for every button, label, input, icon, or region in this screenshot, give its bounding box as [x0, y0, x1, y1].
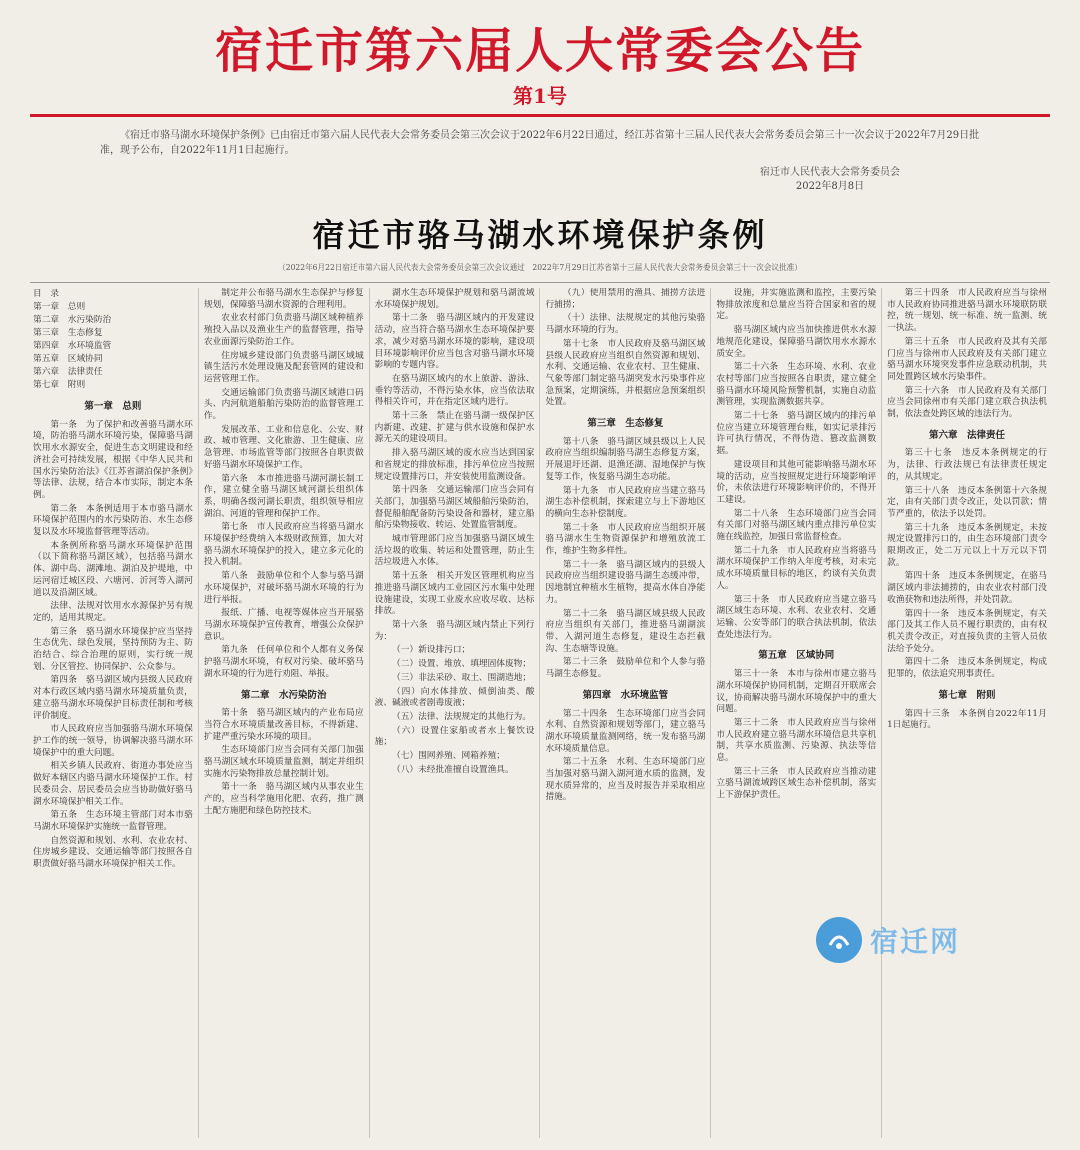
table-of-contents — [33, 288, 193, 392]
article-paragraph: 第十六条 骆马湖区域内禁止下列行为： — [374, 619, 535, 642]
chapter-heading: 第六章 法律责任 — [929, 429, 1006, 441]
article-paragraph: 第二十三条 鼓励单位和个人参与骆马湖生态修复。 — [545, 657, 706, 680]
article-paragraph: 第二十一条 骆马湖区域内的县级人民政府应当组织建设骆马湖生态缓冲带，因地制宜种植水生植物，提高水体自净能力。 — [545, 559, 706, 605]
regulation-title: 宿迁市骆马湖水环境保护条例 — [312, 216, 768, 254]
article-paragraph: （一）新设排污口； — [392, 645, 471, 656]
chapter-heading: 第二章 水污染防治 — [240, 689, 327, 701]
article-paragraph: 第十七条 市人民政府及骆马湖区域县级人民政府应当组织自然资源和规划、水利、交通运输、农业农村、卫生健康、气象等部门制定骆马湖突发水污染事件应急预案，定期演练，并根据应急预案组织处置。 — [545, 338, 706, 408]
article-paragraph: 第四十条 违反本条例规定，在骆马湖区域内非法捕捞的，由农业农村部门没收渔获物和违法所得，并处罚款。 — [887, 571, 1047, 605]
article-paragraph: 第六条 本市推进骆马湖河湖长制工作，建立健全骆马湖区域河湖长组织体系，明确各级河湖长职责，组织领导相应湖泊、河道的管理和保护工作。 — [203, 473, 364, 519]
article-paragraph: 第三十五条 市人民政府及其有关部门应当与徐州市人民政府及有关部门建立骆马湖水环境突发事件应急联动机制，共同处置跨区域水污染事件。 — [887, 336, 1047, 382]
article-paragraph: （八）未经批准擅自设置渔具。 — [392, 764, 514, 775]
article-paragraph: 自然资源和规划、水利、农业农村、住房城乡建设、交通运输等部门按照各自职责做好骆马湖水环境保护相关工作。 — [33, 835, 193, 870]
toc-heading: 目 录 — [33, 289, 60, 299]
article-paragraph: 第十九条 市人民政府应当建立骆马湖生态补偿机制，探索建立与上下游地区的横向生态补偿制度。 — [545, 485, 706, 519]
article-paragraph: 第二十四条 生态环境部门应当会同水利、自然资源和规划等部门，建立骆马湖水环境质量监测网络，统一发布骆马湖水环境质量信息。 — [545, 708, 706, 754]
text-column — [711, 288, 882, 1138]
announcement-signature — [730, 166, 930, 194]
watermark-text: 宿迁网 — [870, 925, 961, 958]
signer: 宿迁市人民代表大会常务委员会 — [760, 167, 900, 178]
article-paragraph: 第十三条 禁止在骆马湖一级保护区内新建、改建、扩建与供水设施和保护水源无关的建设项目。 — [374, 411, 535, 445]
masthead-divider — [30, 114, 1050, 117]
article-paragraph: 第二十条 市人民政府应当组织开展骆马湖水生生物资源保护和增殖放流工作，维护生物多样性。 — [545, 522, 706, 557]
toc-item: 第三章 生态修复 — [33, 328, 103, 338]
article-paragraph: 第十一条 骆马湖区域内从事农业生产的，应当科学施用化肥、农药，推广测土配方施肥和绿色防控技术。 — [203, 782, 364, 816]
article-paragraph: 第二十九条 市人民政府应当将骆马湖水环境保护工作纳入年度考核，对未完成水环境质量目标的地区，约谈有关负责人。 — [716, 545, 877, 591]
text-column — [370, 288, 541, 1138]
toc-item: 第二章 水污染防治 — [33, 315, 112, 325]
article-paragraph: 交通运输部门负责骆马湖区域港口码头、内河航道船舶污染防治的监督管理工作。 — [203, 387, 364, 422]
toc-item: 第四章 水环境监管 — [33, 341, 112, 351]
site-watermark — [816, 912, 976, 968]
chapter-heading: 第一章 总则 — [84, 401, 142, 412]
article-paragraph: 排入骆马湖区域的废水应当达到国家和省规定的排放标准，排污单位应当按照规定设置排污口，并安装使用监测设备。 — [374, 448, 535, 482]
article-paragraph: 第一条 为了保护和改善骆马湖水环境，防治骆马湖水环境污染，保障骆马湖饮用水水源安全，促进生态文明建设和经济社会可持续发展，根据《中华人民共和国水污染防治法》《江苏省湖泊保护条例》等法律、法规，结合本市实际，制定本条例。 — [33, 419, 193, 500]
article-paragraph: 第八条 鼓励单位和个人参与骆马湖水环境保护，对破坏骆马湖水环境的行为进行举报。 — [203, 571, 364, 605]
article-paragraph: 设施，并实施监测和监控，主要污染物排放浓度和总量应当符合国家和省的规定。 — [716, 288, 877, 322]
article-paragraph: 第二十八条 生态环境部门应当会同有关部门对骆马湖区域内重点排污单位实施在线监控，加强日常监督检查。 — [716, 508, 877, 543]
article-paragraph: 第四十二条 违反本条例规定，构成犯罪的，依法追究刑事责任。 — [887, 657, 1047, 680]
article-paragraph: 第三十条 市人民政府应当建立骆马湖区域生态环境、水利、农业农村、交通运输、公安等部门的联合执法机制，依法查处违法行为。 — [716, 594, 877, 640]
article-paragraph: 在骆马湖区域内的水上旅游、游泳、垂钓等活动，不得污染水体，应当依法取得相关许可，并在指定区域内进行。 — [374, 373, 535, 408]
article-paragraph: 第三十六条 市人民政府及有关部门应当会同徐州市有关部门建立联合执法机制，依法查处跨区域的违法行为。 — [887, 385, 1047, 420]
announcement-text: 《宿迁市骆马湖水环境保护条例》已由宿迁市第六届人民代表大会常务委员会第三次会议于2022年6月22日通过，经江苏省第十三届人民代表大会常务委员会第三十一次会议于2022年7月29日批准，现予公布，自2022年11月1日起施行。 — [100, 130, 980, 156]
chapter-heading: 第五章 区域协同 — [758, 650, 835, 662]
article-paragraph: 第三十四条 市人民政府应当与徐州市人民政府协同推进骆马湖水环境联防联控，统一规划、统一标准、统一监测、统一执法。 — [887, 288, 1047, 334]
announcement-number: 第1号 — [513, 84, 567, 108]
article-paragraph: 第十条 骆马湖区域内的产业布局应当符合水环境质量改善目标，不得新建、扩建严重污染水环境的项目。 — [203, 708, 364, 742]
article-paragraph: （十）法律、法规规定的其他污染骆马湖水环境的行为。 — [545, 313, 706, 336]
article-paragraph: 第七条 市人民政府应当将骆马湖水环境保护经费纳入本级财政预算，加大对骆马湖水环境保护的投入，建立多元化的投入机制。 — [203, 522, 364, 568]
toc-item: 第五章 区域协同 — [33, 354, 103, 364]
article-paragraph: 第二十六条 生态环境、水利、农业农村等部门应当按照各自职责，建立健全骆马湖水环境风险预警机制，实施自动监测管理，实现监测数据共享。 — [716, 362, 877, 408]
article-paragraph: 第九条 任何单位和个人都有义务保护骆马湖水环境，有权对污染、破坏骆马湖水环境的行为进行劝阻、举报。 — [203, 645, 364, 679]
article-paragraph: 第四十一条 违反本条例规定，有关部门及其工作人员不履行职责的，由有权机关责令改正，对直接负责的主管人员依法给予处分。 — [887, 608, 1047, 654]
article-paragraph: （二）设置、堆放、填埋固体废物； — [392, 659, 532, 670]
article-paragraph: 相关乡镇人民政府、街道办事处应当做好本辖区内骆马湖水环境保护工作。村民委员会、居民委员会应当协助做好骆马湖水环境保护相关工作。 — [33, 761, 193, 807]
text-column — [540, 288, 711, 1138]
article-paragraph: 第四十三条 本条例自2022年11月1日起施行。 — [887, 708, 1047, 731]
toc-item: 第一章 总则 — [33, 302, 86, 312]
text-column — [28, 288, 199, 1138]
article-paragraph: 第三十二条 市人民政府应当与徐州市人民政府建立骆马湖水环境信息共享机制，共享水质监测、污染源、执法等信息。 — [716, 717, 877, 764]
chapter-heading: 第七章 附则 — [938, 689, 996, 701]
article-paragraph: 建设项目和其他可能影响骆马湖水环境的活动，应当按照规定进行环境影响评价，未依法进行环境影响评价的，不得开工建设。 — [716, 459, 877, 505]
article-paragraph: 发展改革、工业和信息化、公安、财政、城市管理、文化旅游、卫生健康、应急管理、市场监管等部门按照各自职责做好骆马湖水环境保护工作。 — [203, 424, 364, 470]
article-paragraph: 第三十九条 违反本条例规定，未按规定设置排污口的，由生态环境部门责令限期改正，处二万元以上十万元以下罚款。 — [887, 522, 1047, 568]
article-paragraph: 制定并公布骆马湖水生态保护与修复规划，保障骆马湖水资源的合理利用。 — [203, 288, 364, 310]
article-paragraph: 本条例所称骆马湖水环境保护范围（以下简称骆马湖区域），包括骆马湖水体、湖中岛、湖滩地、湖泊及护堤地，中运河宿迁城区段、六塘河、沂河等入湖河道以及沿湖区域。 — [33, 540, 193, 598]
article-paragraph: （九）使用禁用的渔具、捕捞方法进行捕捞； — [545, 288, 706, 310]
article-paragraph: 城市管理部门应当加强骆马湖区域生活垃圾的收集、转运和处置管理，防止生活垃圾进入水体。 — [374, 534, 535, 568]
article-paragraph: 第三十一条 本市与徐州市建立骆马湖水环境保护协同机制，定期召开联席会议，协商解决骆马湖水环境保护中的重大问题。 — [716, 669, 877, 715]
watermark-logo-icon — [816, 917, 862, 963]
masthead-title: 宿迁市第六届人大常委会公告 — [214, 23, 865, 79]
article-paragraph: 市人民政府应当加强骆马湖水环境保护工作的统一领导，协调解决骆马湖水环境保护中的重大问题。 — [33, 724, 193, 758]
chapter-heading: 第三章 生态修复 — [587, 418, 664, 430]
article-paragraph: 第十八条 骆马湖区域县级以上人民政府应当组织编制骆马湖生态修复方案，开展退圩还湖、退渔还湖、湿地保护与恢复等工作，恢复骆马湖生态功能。 — [545, 436, 706, 482]
article-paragraph: （七）围网养殖、网箱养殖； — [392, 751, 505, 762]
article-paragraph: 第三条 骆马湖水环境保护应当坚持生态优先、绿色发展，坚持预防为主、防治结合、综合治理的原则，实行统一规划、分区管控、协同保护、公众参与。 — [33, 626, 193, 672]
article-paragraph: 第三十三条 市人民政府应当推动建立骆马湖流域跨区域生态补偿机制，落实上下游保护责任。 — [716, 766, 877, 801]
chapter-heading: 第四章 水环境监管 — [582, 689, 669, 701]
article-paragraph: 第四条 骆马湖区域内县级人民政府对本行政区域内骆马湖水环境质量负责，建立骆马湖水环境保护目标责任制和考核评价制度。 — [33, 675, 193, 721]
article-paragraph: （三）非法采砂、取土、围湖造地； — [392, 672, 532, 683]
article-paragraph: 农业农村部门负责骆马湖区域种植养殖投入品以及渔业生产的监督管理，指导农业面源污染防治工作。 — [203, 313, 364, 347]
article-paragraph: 第三十七条 违反本条例规定的行为，法律、行政法规已有法律责任规定的，从其规定。 — [887, 448, 1047, 482]
body-divider — [30, 282, 1050, 283]
article-paragraph: 湖水生态环境保护规划和骆马湖流域水环境保护规划。 — [374, 288, 535, 310]
article-paragraph: 住房城乡建设部门负责骆马湖区域城镇生活污水处理设施及配套管网的建设和运营管理工作。 — [203, 350, 364, 384]
article-paragraph: 骆马湖区域内应当加快推进供水水源地规范化建设，保障骆马湖饮用水水源水质安全。 — [716, 325, 877, 359]
article-paragraph: 第二十二条 骆马湖区域县级人民政府应当组织有关部门，推进骆马湖湖滨带、入湖河道生态修复，建设生态拦截沟、生态塘等设施。 — [545, 608, 706, 654]
regulation-subtitle: （2022年6月22日宿迁市第六届人民代表大会常务委员会第三次会议通过 2022年7月29日江苏省第十三届人民代表大会常务委员会第三十一次会议批准） — [278, 263, 802, 272]
text-columns — [28, 288, 1052, 1138]
toc-item: 第七章 附则 — [33, 380, 86, 390]
article-paragraph: 报纸、广播、电视等媒体应当开展骆马湖水环境保护宣传教育，增强公众保护意识。 — [203, 608, 364, 642]
article-paragraph: （五）法律、法规规定的其他行为。 — [392, 711, 532, 722]
text-column — [882, 288, 1052, 1138]
article-paragraph: 第三十八条 违反本条例第十六条规定，由有关部门责令改正，处以罚款；情节严重的，依法予以处罚。 — [887, 485, 1047, 519]
article-paragraph: 第十四条 交通运输部门应当会同有关部门，加强骆马湖区域船舶污染防治，督促船舶配备防污染设备和器材，建立船舶污染物接收、转运、处置监管制度。 — [374, 485, 535, 531]
text-column — [199, 288, 370, 1138]
article-paragraph: 第五条 生态环境主管部门对本市骆马湖水环境保护实施统一监督管理。 — [33, 810, 193, 832]
article-paragraph: （四）向水体排放、倾倒油类、酸液、碱液或者剧毒废液； — [374, 686, 535, 709]
article-paragraph: 第二条 本条例适用于本市骆马湖水环境保护范围内的水污染防治、水生态修复以及水环境监督管理等活动。 — [33, 503, 193, 538]
article-paragraph: 第二十五条 水利、生态环境部门应当加强对骆马湖入湖河道水质的监测，发现水质异常的，应当及时报告并采取相应措施。 — [545, 757, 706, 803]
article-paragraph: 第二十七条 骆马湖区域内的排污单位应当建立环境管理台账，如实记录排污许可执行情况，不得伪造、篡改监测数据。 — [716, 411, 877, 457]
article-paragraph: 生态环境部门应当会同有关部门加强骆马湖区域水环境质量监测，制定并组织实施水污染物排放总量控制计划。 — [203, 745, 364, 779]
article-paragraph: 第十五条 相关开发区管理机构应当推进骆马湖区域内工业园区污水集中处理设施建设，实现工业废水应收尽收、达标排放。 — [374, 571, 535, 617]
article-paragraph: 第十二条 骆马湖区域内的开发建设活动，应当符合骆马湖水生态环境保护要求，减少对骆马湖水环境的影响，建设项目环境影响评价应当包含对骆马湖水环境影响的专题内容。 — [374, 313, 535, 371]
article-paragraph: 法律、法规对饮用水水源保护另有规定的，适用其规定。 — [33, 601, 193, 623]
article-paragraph: （六）设置住家船或者水上餐饮设施； — [374, 725, 535, 748]
signature-date: 2022年8月8日 — [795, 181, 865, 192]
toc-item: 第六章 法律责任 — [33, 367, 103, 377]
